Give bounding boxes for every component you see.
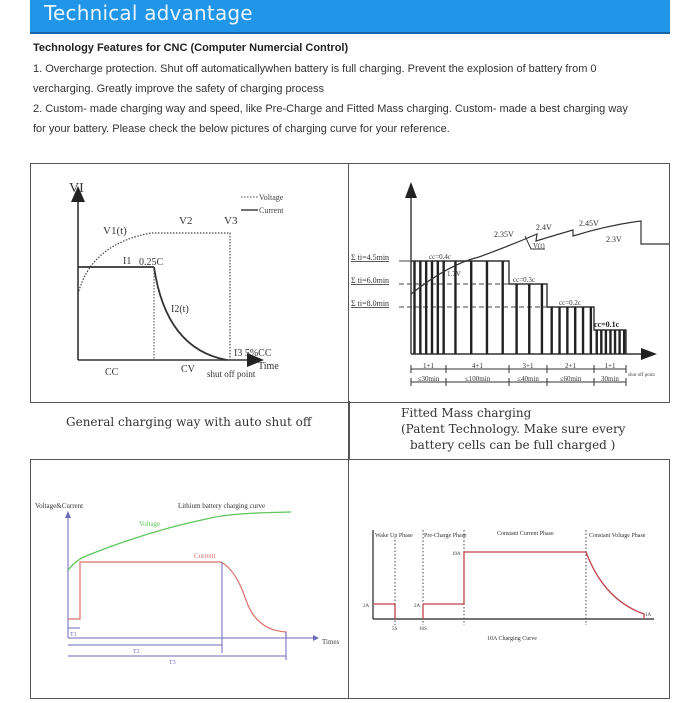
caption-fitted-line-3: battery cells can be full charged ) <box>410 438 616 452</box>
label-t2: T2 <box>133 649 140 655</box>
label-shutoff: shut off point <box>628 373 655 378</box>
pulse-bar <box>605 330 607 354</box>
pulse-bar <box>486 261 488 354</box>
caption-fitted-line-2: (Patent Technology. Make sure every <box>401 422 626 436</box>
label-current: Current <box>194 552 216 560</box>
phase-precharge: Pre-Charge Phase <box>424 533 467 539</box>
legend-current: Current <box>259 206 284 215</box>
duration-label: ≤60min <box>559 375 582 383</box>
label-1a: 1A <box>645 613 652 618</box>
voltage-curve <box>68 512 291 570</box>
label-245v: 2.45V <box>579 219 599 228</box>
ratio-label: 3+1 <box>522 362 534 370</box>
pulse-bar <box>502 261 504 354</box>
label-10s: 10S <box>419 627 427 632</box>
ratio-label: 1+1 <box>604 362 616 370</box>
label-vt: V(t) <box>533 242 545 250</box>
label-i2: I2(t) <box>171 304 189 315</box>
caption-divider <box>348 401 350 459</box>
phase-cc: Constant Current Phase <box>497 531 554 537</box>
voltage-curve <box>78 233 230 360</box>
ratio-label: 1+1 <box>423 362 434 370</box>
pulse-bar <box>413 261 415 354</box>
label-5s: 5S <box>392 627 398 632</box>
caption-general: General charging way with auto shut off <box>66 415 312 429</box>
panel-lithium-curve <box>30 459 350 699</box>
panel-general-charging <box>30 163 350 403</box>
feature-2-line-2: for your battery. Please check the below pictures of charging curve for your reference. <box>33 123 450 135</box>
general-charging-diagram <box>31 164 349 402</box>
pulse-bar <box>470 261 472 354</box>
axis-y-label: VI <box>69 181 84 196</box>
label-t60: Σ ti=6.0min <box>351 276 390 285</box>
wakeup-current-line <box>373 604 395 619</box>
label-235v: 2.35V <box>494 230 514 239</box>
axis-x-label: Times <box>322 638 340 646</box>
label-t80: Σ ti=8.0min <box>351 299 390 308</box>
label-cc03: cc=0.3c <box>513 276 536 284</box>
label-cc04: cc=0.4c <box>429 253 452 261</box>
label-cv: CV <box>181 364 195 375</box>
label-v2: V2 <box>179 215 193 227</box>
label-24v: 2.4V <box>536 223 552 232</box>
intro-text <box>33 42 673 139</box>
legend-voltage: Voltage <box>259 193 284 202</box>
ratio-label: 4+1 <box>472 362 483 370</box>
duration-label: ≤40min <box>517 375 539 383</box>
pulse-bar <box>515 284 517 354</box>
label-shutoff: shut off point <box>207 369 256 379</box>
caption-fitted-line-1: Fitted Mass charging <box>401 406 532 420</box>
axis-x-label: Time <box>258 361 279 372</box>
label-voltage: Voltage <box>139 520 161 528</box>
label-t3: T3 <box>169 660 176 666</box>
label-i1: I1 <box>123 256 132 267</box>
pulse-bar <box>558 307 560 354</box>
pulse-bar <box>596 330 598 354</box>
duration-row <box>411 375 626 386</box>
label-025c: 0.25C <box>139 257 164 268</box>
duration-label: ≤30min <box>417 375 440 383</box>
pulse-bar <box>431 261 433 354</box>
label-2a-left: 2A <box>363 604 370 609</box>
label-cc01: cc=0.1c <box>594 320 620 329</box>
label-i3: I3 5%CC <box>234 348 272 359</box>
label-2a-mid: 2A <box>414 604 421 609</box>
label-17v: 1.7V <box>447 270 461 278</box>
x-axis-arrow-icon <box>313 635 319 641</box>
10a-charging-diagram <box>349 460 669 698</box>
ratio-label: 2+1 <box>565 362 576 370</box>
charge-current-line <box>423 552 644 619</box>
pulse-bar <box>551 307 553 354</box>
feature-1-line-2: vercharging. Greatly improve the safety of charging process <box>33 83 325 95</box>
label-v3: V3 <box>224 215 238 227</box>
current-curve <box>68 562 286 638</box>
lithium-charging-diagram <box>31 460 349 698</box>
phase-wakeup: Wake Up Phase <box>375 533 413 539</box>
section-header <box>30 0 670 34</box>
x-axis-arrow-icon <box>641 348 657 360</box>
y-axis-arrow-icon <box>65 511 71 518</box>
pulse-bar <box>590 307 592 354</box>
current-decay-curve <box>154 267 227 360</box>
label-10a: 10A <box>452 552 461 557</box>
panel-10a-curve <box>348 459 670 699</box>
panel-fitted-mass <box>348 163 670 403</box>
features-heading: Technology Features for CNC (Computer Numercial Control) <box>33 42 349 54</box>
pulse-bar <box>614 330 616 354</box>
fitted-mass-diagram <box>349 164 669 402</box>
pulse-bar <box>541 284 543 354</box>
label-cc02: cc=0.2c <box>559 299 582 307</box>
label-23v: 2.3V <box>606 235 622 244</box>
pulse-bar <box>623 330 625 354</box>
phase-cv: Constant Voltage Phase <box>589 533 646 539</box>
pulse-bar <box>582 307 584 354</box>
label-v1: V1(t) <box>103 225 127 237</box>
chart-caption: 10A Charging Curve <box>487 636 537 642</box>
pulse-bar <box>442 261 444 354</box>
axis-y-label: Voltage&Current <box>35 502 84 510</box>
pulse-bar <box>574 307 576 354</box>
ratio-row <box>411 362 626 373</box>
label-cc: CC <box>105 367 119 378</box>
pulse-bar <box>425 261 427 354</box>
pulse-bar <box>618 330 620 354</box>
feature-2-line-1: 2. Custom- made charging way and speed, like Pre-Charge and Fitted Mass charging. Custom- made a best charging way <box>33 103 628 115</box>
chart-title: Lithium battery charging curve <box>178 502 266 510</box>
pulse-bar <box>609 330 611 354</box>
pulse-bar <box>419 261 421 354</box>
feature-1-line-1: 1. Overcharge protection. Shut off automaticallywhen battery is full charging. Prevent the explosion of battery from 0 <box>33 63 597 75</box>
pulse-bar <box>600 330 602 354</box>
pulse-bar <box>528 284 530 354</box>
pulse-bar <box>566 307 568 354</box>
label-t1: T1 <box>70 632 77 638</box>
duration-label: ≤100min <box>464 375 491 383</box>
section-title: Technical advantage <box>44 1 253 25</box>
duration-label: 30min <box>601 375 619 383</box>
y-axis-arrow-icon <box>405 182 417 198</box>
label-t45: Σ ti=4.5min <box>351 253 390 262</box>
